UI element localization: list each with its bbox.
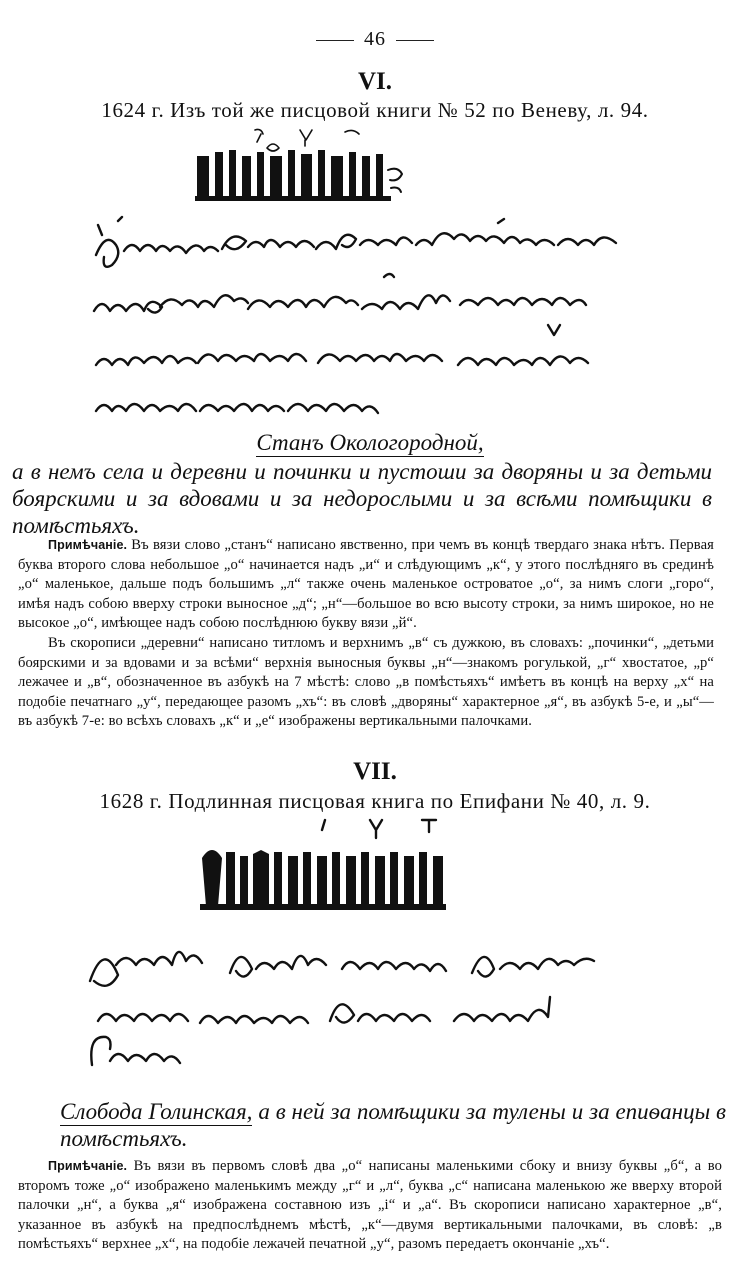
section-vi-note: Примѣчаніе. Въ вязи слово „станъ“ написано явственно, при чемъ въ концѣ твердаго знака нѣтъ. Первая буква второго слова небольшое „о“ начинается надъ „и“ и слѣдующимъ „к“, у этого послѣдняго въ срединѣ „о“ маленькое, дальше подъ большимъ „л“ также очень маленькое островатое „о“, за нимъ слоги „горо“, имѣя надъ собою вверху строки выносное „д“; „н“—большое во всю высоту строки, за нимъ широкое, но не высокое „о“, имѣющее надъ собою послѣднюю букву вязи „й“. Въ скорописи „деревни“ написано титломъ и верхнимъ „в“ съ дужкою, въ словахъ: „починки“, „детьми боярскими и за вдовами и за всѣми“ верхнія выносныя буквы „н“—знакомъ рогулькой, „г“ хвостатое, „р“ лежачее и „в“, обозначенное въ азбукѣ на 7 мѣстѣ: слово „в помѣстьяхъ“ имѣетъ въ концѣ на верху „х“ на подобіе печатнаго „у“, передающее разомъ „хъ“: въ словѣ „дворяны“ характерное „я“, въ азбукѣ 5-е, и „ы“—въ азбукѣ 7-е: во всѣхъ словахъ „к“ и „е“ изображены вертикальными палочками. [18, 536, 714, 732]
section-vii-note: Примѣчаніе. Въ вязи въ первомъ словѣ два „о“ написаны маленькими сбоку и внизу буквы „б“, а во второмъ тоже „о“ изображено маленькимъ между „г“ и „л“, буква „с“ написана маленькою же вверху второй палочки „н“, а буква „я“ изображена составною изъ „i“ и „а“. Въ скорописи написано характерное „в“, указанное въ азбукѣ на предпослѣднемъ мѣстѣ, „к“—двумя вертикальными палочками, въ словѣ: „в помѣстьяхъ“ верхнее „х“, на подобіе лежачей печатной „у“, разомъ передаетъ окончаніе „хъ“. [18, 1158, 723, 1253]
page-number: 46 [0, 28, 750, 51]
note-label: Примѣчаніе. [48, 538, 128, 552]
section-vii-number: VII. [353, 758, 397, 785]
ligature-title-vii-facsimile [200, 812, 455, 912]
note-label: Примѣчаніе. [48, 1159, 128, 1173]
stan-title: Станъ Окологородной, [256, 430, 484, 455]
cursive-text-vii-facsimile [80, 925, 620, 1075]
section-vi-heading: 1624 г. Изъ той же писцовой книги № 52 по Веневу, л. 94. [101, 98, 649, 122]
section-vi-title-rest: а в немъ села и деревни и починки и пустоши за дворяны и за детьми боярскими и за вдовами и за недорослыми и за всѣми помѣщики в помѣстьяхъ. [12, 459, 712, 538]
section-vii-heading: 1628 г. Подлинная писцовая книга по Епифани № 40, л. 9. [99, 789, 651, 813]
cursive-text-vi-facsimile [88, 215, 648, 425]
dash-right [396, 40, 434, 41]
section-vi-note-p2: Въ скорописи „деревни“ написано титломъ и верхнимъ „в“ съ дужкою, въ словахъ: „починки“, „детьми боярскими и за вдовами и за всѣми“ верхнія выносныя буквы „н“—знакомъ рогулькой, „г“ хвостатое, „р“ лежачее и „в“, обозначенное въ азбукѣ на 7 мѣстѣ: слово „в помѣстьяхъ“ имѣетъ въ концѣ на верху „х“ на подобіе печатнаго „у“, передающее разомъ „хъ“: въ словѣ „дворяны“ характерное „я“, въ азбукѣ 5-е, и „ы“—въ азбукѣ 7-е: во всѣхъ словахъ „к“ и „е“ изображены вертикальными палочками. [18, 634, 714, 730]
ligature-title-vi-facsimile [195, 126, 410, 206]
section-vi-title-line1 [10, 429, 730, 456]
section-vii-title: Слобода Голинская, а в ней за помѣщики за тулены и за епиѳанцы в помѣстьяхъ. [60, 1099, 727, 1151]
section-vi-number: VI. [357, 68, 393, 95]
dash-left [316, 40, 354, 41]
sloboda-title: Слобода Голинская, [60, 1099, 253, 1124]
